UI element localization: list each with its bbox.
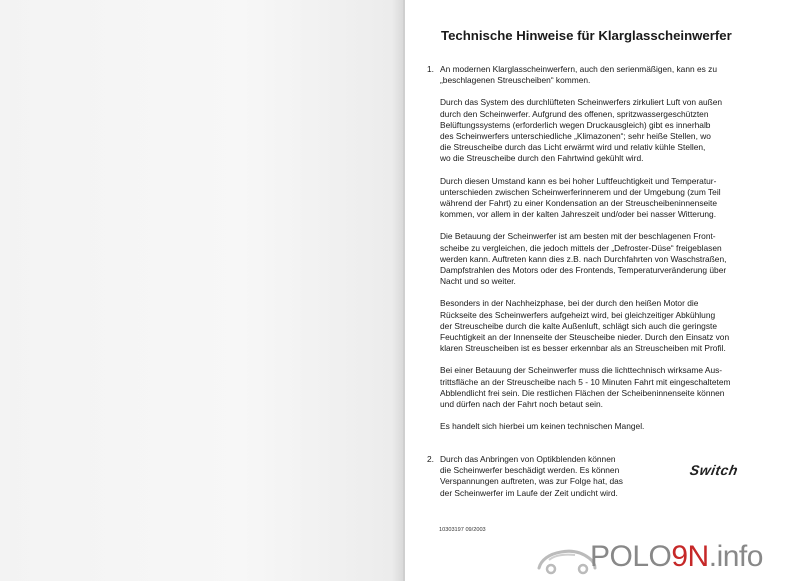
paragraph: Es handelt sich hierbei um keinen technischen Mangel. bbox=[440, 421, 645, 432]
paragraph: An modernen Klarglasscheinwerfern, auch den serienmäßigen, kann es zu „beschlagenen Streuscheiben“ kommen. bbox=[440, 64, 717, 86]
numbered-item-2 bbox=[427, 454, 667, 499]
document-page bbox=[405, 0, 800, 581]
item-number: 2. bbox=[427, 454, 434, 464]
watermark-main: POLO bbox=[590, 540, 672, 573]
paragraph: Durch das Anbringen von Optikblenden können die Scheinwerfer beschädigt werden. Es können Verspannungen auftreten, was zur Folge hat, das der Scheinwerfer im Laufe der Zeit undicht wird. bbox=[440, 454, 623, 498]
car-icon bbox=[535, 542, 597, 576]
item-1 bbox=[427, 64, 777, 443]
paragraph: Durch diesen Umstand kann es bei hoher Luftfeuchtigkeit und Temperatur- unterschieden zwischen Scheinwerferinnerem und der Umgebung (zum Teil während der Fahrt) zu einer Kondensation an der Streuscheibeninnenseite kommen, vor allem in der kalten Jahreszeit und/oder bei nasser Witterung. bbox=[440, 175, 721, 220]
document-number: 10303197 09/2003 bbox=[439, 527, 486, 533]
paragraph: Durch das System des durchlüfteten Scheinwerfers zirkuliert Luft von außen durch den Scheinwerfer. Aufgrund des offenen, spritzwassergeschützten Belüftungssystems (erforderlich wegen Druckausgleich) gibt es innerhalb des Scheinwerfers unterschiedliche „Klimazonen“; sehr heiße Stellen, wo die Streuscheibe durch das Licht erwärmt wird und relativ kühle Stellen, wo die Streuscheibe durch den Fahrtwind gekühlt wird. bbox=[440, 97, 723, 164]
item-2 bbox=[427, 454, 667, 499]
paragraph: Besonders in der Nachheizphase, bei der durch den heißen Motor die Rückseite des Scheinwerfers aufgeheizt wird, bei gleichzeitiger Abkühlung der Streuscheibe durch die kalte Außenluft, schlägt sich auch die geringste Feuchtigkeit an der Innenseite der Steuscheibe nieder. Durch den Einsatz von klaren Streuscheiben ist es besser erkennbar als an Streuscheiben mit Profil. bbox=[440, 298, 730, 354]
watermark-text bbox=[590, 540, 763, 574]
site-watermark bbox=[535, 540, 795, 580]
brand-logo: Switch bbox=[688, 462, 740, 478]
watermark-accent: 9N bbox=[671, 540, 709, 573]
document-title: Technische Hinweise für Klarglasscheinwerfer bbox=[441, 28, 732, 43]
paragraph: Die Betauung der Scheinwerfer ist am besten mit der beschlagenen Front- scheibe zu vergleichen, die jedoch mittels der „Defroster-Düse“ freigeblasen werden kann. Auftreten kann dies z.B. nach Durchfahrten von Waschstraßen, Dampfstrahlen des Motors oder des Frontends, Temperaturveränderung über Nacht und so weiter. bbox=[440, 231, 727, 287]
numbered-item-1 bbox=[427, 64, 777, 86]
watermark-suffix: .info bbox=[708, 540, 763, 573]
item-number: 1. bbox=[427, 64, 434, 74]
paragraph: Bei einer Betauung der Scheinwerfer muss die lichttechnisch wirksame Aus- trittsfläche an der Streuscheibe nach 5 - 10 Minuten Fahrt mit eingeschaltetem Abblendlicht frei sein. Die restlichen Flächen der Scheibeninnenseite können und dürfen nach der Fahrt noch betaut sein. bbox=[440, 365, 731, 410]
